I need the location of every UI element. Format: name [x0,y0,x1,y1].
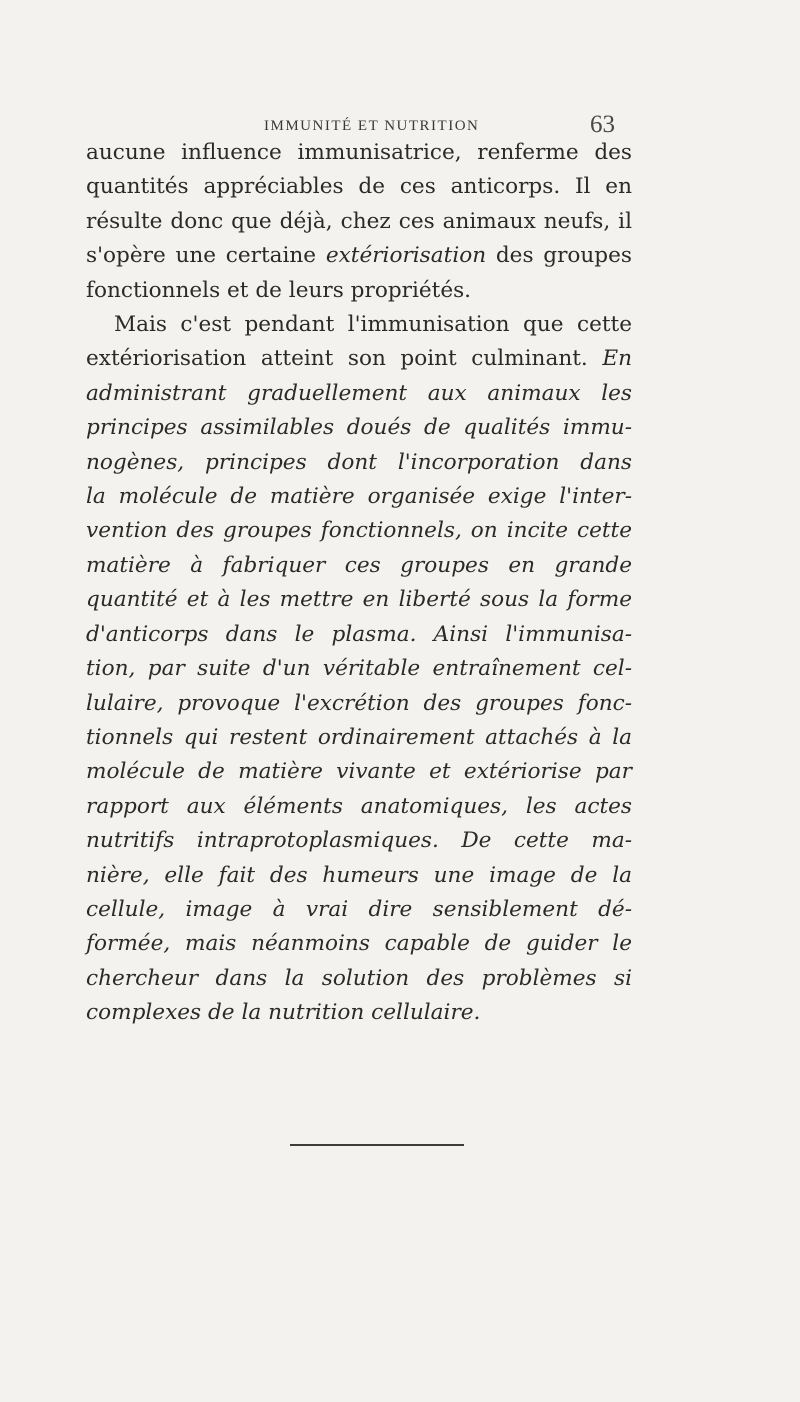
text-run: des groupes [486,243,632,269]
italic-line: matière à fabriquer ces groupes en grande [86,552,632,578]
text-line: fonctionnels et de leurs propriétés. [86,277,472,303]
page-number: 63 [590,111,615,138]
text-run: extériorisation atteint son point culminant. [86,346,603,372]
section-end-rule [290,1144,464,1146]
text-run: s'opère une certaine [86,243,326,269]
italic-line: complexes de la nutrition cellulaire. [86,1000,481,1026]
italic-line: tionnels qui restent ordinairement attachés à la [86,724,632,750]
italic-line: la molécule de matière organisée exige l'inter- [86,484,632,510]
body-text [86,136,632,1031]
italic-line: nogènes, principes dont l'incorporation dans [86,449,632,475]
text-line [86,239,632,273]
text-line: résulte donc que déjà, chez ces animaux neufs, il [86,208,632,234]
text-line: quantités appréciables de ces anticorps. Il en [86,174,632,200]
running-title: IMMUNITÉ ET NUTRITION [264,118,480,134]
italic-line: formée, mais néanmoins capable de guider le [86,931,632,957]
italic-line: rapport aux éléments anatomiques, les actes [86,793,632,819]
italic-line: lulaire, provoque l'excrétion des groupes fonc- [86,690,632,716]
text-line: Mais c'est pendant l'immunisation que cette [114,312,632,338]
italic-run: extériorisation [325,243,487,269]
italic-line: principes assimilables doués de qualités immu- [86,415,632,441]
italic-line: tion, par suite d'un véritable entraînement cel- [86,656,632,682]
italic-line: administrant graduellement aux animaux les [86,380,632,406]
italic-line: nutritifs intraprotoplasmiques. De cette ma- [86,828,632,854]
italic-line: cellule, image à vrai dire sensiblement dé- [86,896,632,922]
italic-line: vention des groupes fonctionnels, on incite cette [86,518,632,544]
italic-line: quantité et à les mettre en liberté sous la forme [86,587,632,613]
italic-line: molécule de matière vivante et extériorise par [86,759,632,785]
italic-line: chercheur dans la solution des problèmes si [86,965,632,991]
text-line [86,342,632,376]
italic-run: En [602,346,632,372]
italic-line: nière, elle fait des humeurs une image de la [86,862,632,888]
italic-line: d'anticorps dans le plasma. Ainsi l'immunisa- [86,621,632,647]
text-line: aucune influence immunisatrice, renferme des [86,140,632,165]
